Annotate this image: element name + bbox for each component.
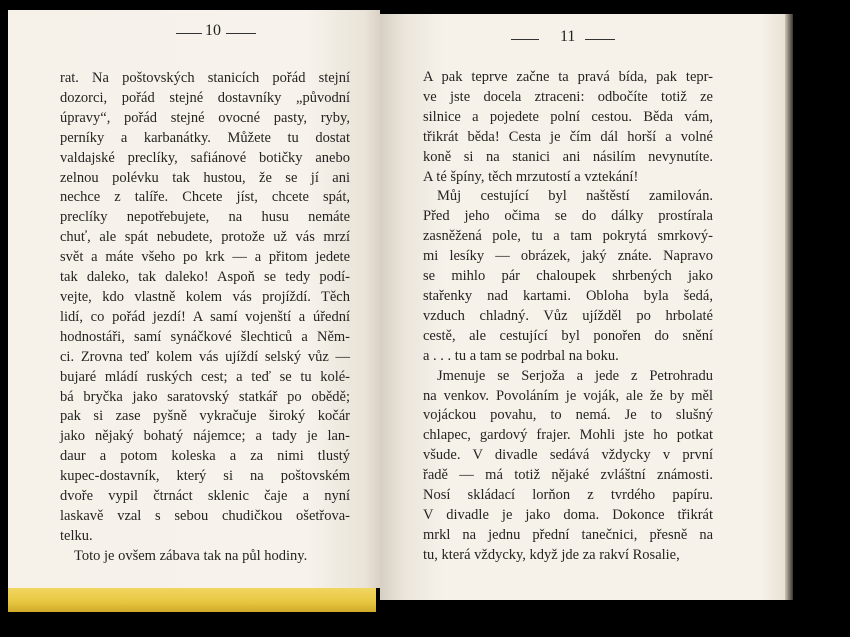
text-line: Před jeho očima se do dálky prostírala [423, 208, 713, 225]
text-line: vojáckou povahu, to nemá. Je to slušný [423, 407, 713, 424]
page-number-rule-left [511, 39, 539, 40]
text-line: bá bryčka jako saratovský statkář po obědě; [60, 388, 350, 405]
text-line: jako nějaký bohatý nájemce; a tady je lan- [60, 428, 350, 445]
text-line: nechce z talíře. Chcete jíst, chcete spát, [60, 189, 350, 206]
text-line: ci. Zrovna teď kolem vás ujíždí selský vůz — [60, 348, 350, 365]
text-line: zelnou polévku tak hustou, že se jí ani [60, 169, 350, 186]
text-line: se mihlo pár chaloupek shrbených jako [423, 268, 713, 285]
right-page-text [423, 68, 713, 566]
text-line: daur a potom koleska a za nimi tlustý [60, 448, 350, 465]
text-line: koně si na stanici ani násilím nevynutíte. [423, 148, 713, 165]
text-line: a . . . tu a tam se podrbal na boku. [423, 347, 619, 364]
text-line: chuť, ale spát nebudete, protože už vás mrzí [60, 229, 350, 246]
text-line: stařenky nad kartami. Obloha byla šedá, [423, 287, 713, 304]
text-line: lidí, co pořád jezdí! A samí vojenští a úřední [60, 308, 350, 325]
text-line: Můj cestující byl naštěstí zamilován. [437, 188, 713, 205]
left-page-text [60, 69, 350, 567]
text-line: A pak teprve začne ta pravá bída, pak tepr- [423, 69, 713, 85]
text-line: bujaré mládí ruských cest; a teď se tu kolé- [60, 368, 350, 385]
text-line: perníky a karbanátky. Můžete tu dostat [60, 129, 350, 146]
text-line: ve jste docela ztraceni: odbočíte totiž ze [423, 88, 713, 105]
text-line: cestě, ale cestující byl ponořen do snění [423, 327, 713, 344]
text-line: laskavě vzal s sebou chudičkou ošetřova- [60, 507, 350, 524]
text-line: třikrát běda! Cesta je čím dál horší a volné [423, 128, 713, 145]
text-line: chlapec, gardový frajer. Mohli jste ho potkat [423, 427, 713, 444]
text-line: Toto je ovšem zábava tak na půl hodiny. [74, 547, 308, 564]
left-page-number: 10 [205, 22, 221, 39]
text-line: řadě — má totiž nějaké zvláštní známosti. [423, 467, 713, 484]
right-page [380, 14, 785, 600]
text-line: kupec-dostavník, který si na poštovském [60, 468, 350, 485]
text-line: V divadle je jako doma. Dokonce třikrát [423, 506, 713, 523]
text-line: pak si zase pyšně vykračuje široký kočár [60, 408, 350, 425]
book-right-edge [785, 14, 793, 600]
text-line: všude. V divadle sedává vždycky v první [423, 447, 713, 464]
text-line: mrkl na jednu přední tanečnici, přesně na [423, 526, 713, 543]
text-line: silnice a pojedete polní cestou. Běda vám, [423, 108, 713, 125]
text-line: tak daleko, tak daleko! Aspoň se tedy podí- [60, 269, 350, 286]
text-line: hodnostáři, samí synáčkové šlechticů a Něm- [60, 328, 350, 345]
text-line: telku. [60, 527, 93, 544]
text-line: svět a máte všeho po krk — a přitom jedete [60, 249, 350, 266]
text-line: vzduch chladný. Vůz ujížděl po hrbolaté [423, 307, 713, 324]
text-line: dozorci, pořád stejné dostavníky „původní [60, 89, 350, 106]
text-line: Nosí skládací lorňon z tvrdého papíru. [423, 487, 713, 504]
text-line: mi lesíky — obrázek, jaký znáte. Napravo [423, 248, 713, 265]
text-line: úpravy“, pořád stejné ovocné pasty, ryby, [60, 109, 350, 126]
book-page-edge [8, 586, 376, 612]
text-line: tu, která vždycky, když jde za rakví Rosalie, [423, 546, 680, 563]
page-number-rule-right [585, 39, 615, 40]
text-line: vejte, kdo vlastně kolem vás projíždí. Těch [60, 288, 350, 305]
text-line: valdajské preclíky, safiánové botičky anebo [60, 149, 350, 166]
left-page [8, 10, 380, 588]
text-line: zasněžená pole, tu a tam pokrytá smrkový- [423, 228, 713, 245]
text-line: preclíky nepotřebujete, na husu nemáte [60, 209, 350, 226]
page-number-rule-left [176, 33, 202, 34]
text-line: dvoře vypil čtrnáct sklenic čaje a nyní [60, 488, 350, 505]
text-line: rat. Na poštovských stanicích pořád stejní [60, 70, 350, 86]
text-line: na venkov. Povoláním je voják, ale že by měl [423, 387, 713, 404]
right-page-number: 11 [560, 28, 576, 45]
page-number-rule-right [226, 33, 256, 34]
text-line: Jmenuje se Serjoža a jede z Petrohradu [437, 367, 713, 384]
text-line: A té špíny, těch mrzutostí a vztekání! [423, 168, 639, 185]
